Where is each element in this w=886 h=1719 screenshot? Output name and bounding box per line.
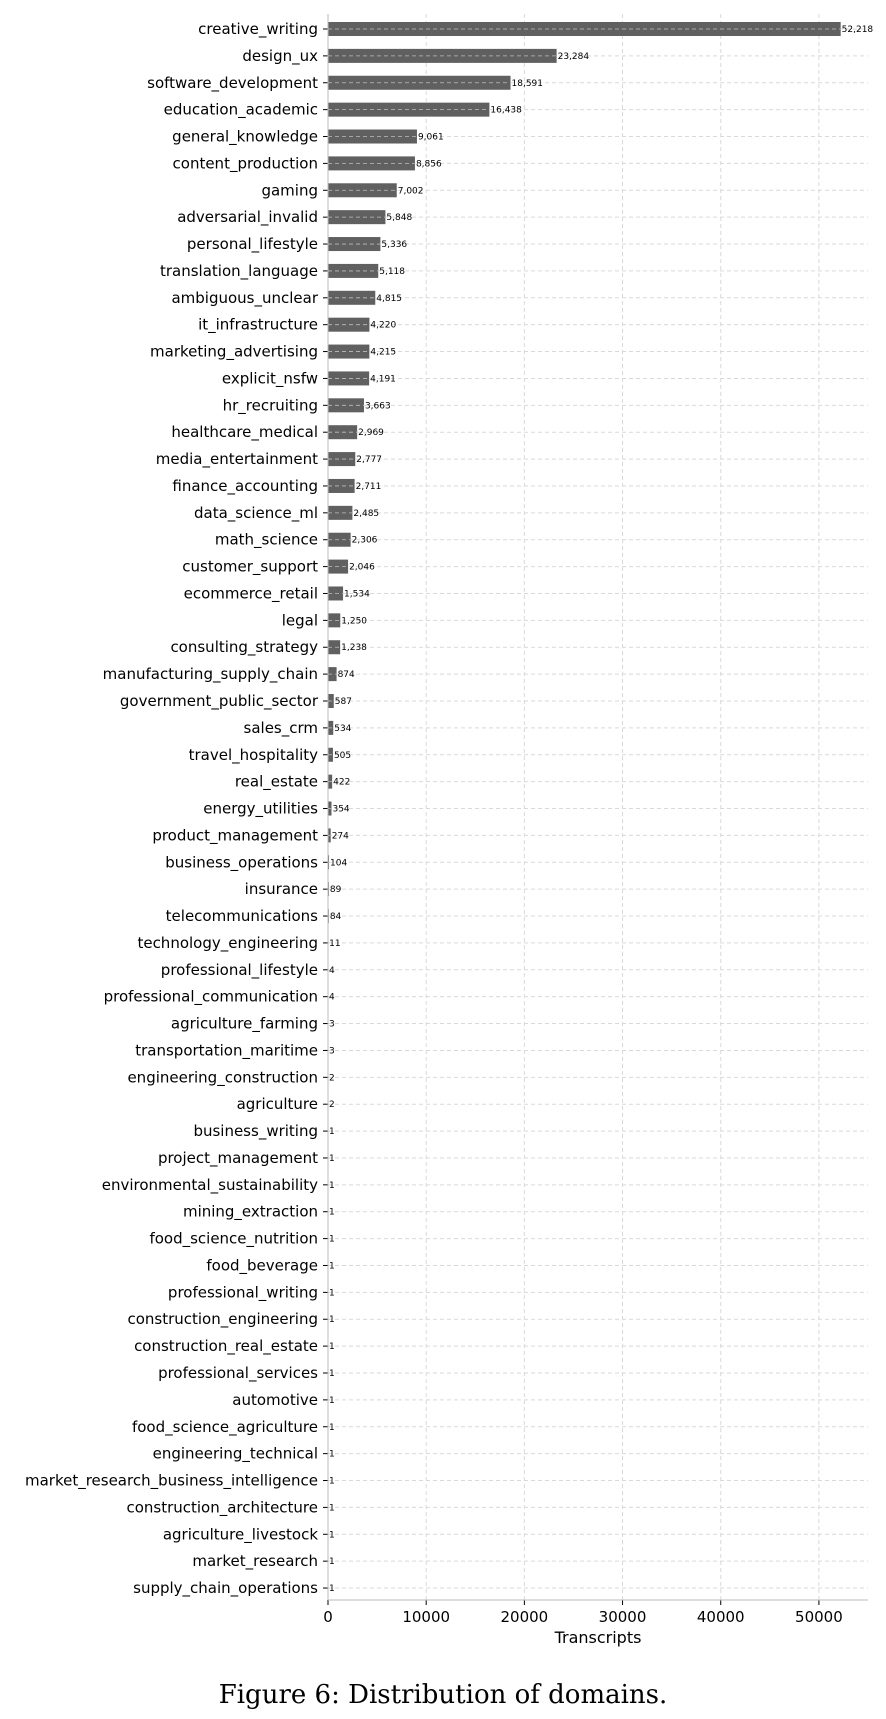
- value-label: 1: [329, 1557, 335, 1568]
- bar-explicit_nsfw: [328, 371, 369, 385]
- value-label: 2,485: [353, 508, 380, 519]
- category-label: construction_real_estate: [134, 1337, 318, 1356]
- value-label: 1: [329, 1476, 335, 1487]
- category-label: explicit_nsfw: [221, 369, 318, 388]
- category-label: personal_lifestyle: [186, 235, 318, 254]
- category-label: gaming: [261, 181, 318, 200]
- category-label: construction_engineering: [127, 1310, 318, 1329]
- category-label: ambiguous_unclear: [171, 288, 318, 307]
- category-label: project_management: [157, 1148, 318, 1167]
- category-label: government_public_sector: [119, 692, 318, 710]
- category-label: food_beverage: [206, 1256, 318, 1275]
- category-label: data_science_ml: [193, 503, 318, 522]
- value-label: 5,118: [379, 266, 406, 277]
- value-label: 8,856: [415, 159, 442, 170]
- value-label: 354: [332, 804, 350, 815]
- category-label: food_science_agriculture: [131, 1417, 318, 1436]
- category-label: food_science_nutrition: [149, 1229, 318, 1248]
- value-label: 534: [334, 723, 352, 734]
- value-label: 18,591: [511, 78, 544, 89]
- category-label: professional_lifestyle: [160, 960, 318, 979]
- value-label: 1: [329, 1127, 335, 1138]
- value-label: 52,218: [841, 25, 874, 35]
- category-label: market_research: [192, 1552, 318, 1571]
- category-label: education_academic: [163, 100, 318, 119]
- category-label: construction_architecture: [126, 1498, 318, 1517]
- category-label: agriculture_farming: [170, 1014, 318, 1033]
- x-tick-label: 50000: [795, 1608, 843, 1626]
- category-label: adversarial_invalid: [177, 208, 318, 227]
- value-label: 2,777: [356, 455, 383, 466]
- value-label: 4,220: [370, 320, 397, 331]
- category-label: real_estate: [234, 772, 318, 791]
- value-label: 2: [329, 1073, 335, 1084]
- category-label: math_science: [214, 530, 318, 549]
- value-label: 11: [329, 938, 341, 949]
- value-label: 89: [329, 885, 342, 896]
- category-label: transportation_maritime: [135, 1041, 318, 1060]
- category-label: sales_crm: [243, 718, 318, 737]
- value-label: 1: [329, 1503, 335, 1514]
- value-label: 2: [329, 1100, 335, 1111]
- category-label: environmental_sustainability: [101, 1175, 318, 1194]
- value-label: 1: [329, 1153, 335, 1164]
- value-label: 1: [329, 1530, 335, 1541]
- value-label: 1: [329, 1180, 335, 1191]
- value-label: 1: [329, 1422, 335, 1433]
- category-label: it_infrastructure: [198, 315, 318, 334]
- value-label: 1: [329, 1234, 335, 1245]
- x-tick-label: 30000: [598, 1608, 647, 1626]
- category-label: finance_accounting: [172, 476, 318, 495]
- value-label: 587: [334, 697, 352, 707]
- value-label: 1: [329, 1207, 335, 1218]
- category-label: energy_utilities: [203, 799, 318, 818]
- value-label: 3: [329, 1019, 335, 1030]
- category-label: business_operations: [165, 853, 318, 872]
- x-tick-label: 10000: [402, 1608, 451, 1626]
- value-label: 274: [331, 831, 349, 842]
- category-label: hr_recruiting: [222, 396, 318, 415]
- category-label: legal: [281, 611, 318, 630]
- value-label: 4,191: [370, 374, 396, 385]
- category-label: creative_writing: [198, 20, 318, 38]
- category-label: product_management: [152, 826, 318, 845]
- category-label: design_ux: [242, 46, 318, 65]
- value-label: 1: [329, 1261, 335, 1272]
- category-label: business_writing: [193, 1122, 318, 1141]
- x-tick-label: 20000: [500, 1608, 549, 1626]
- value-label: 104: [330, 858, 348, 869]
- x-axis-title: Transcripts: [554, 1628, 642, 1647]
- value-label: 1: [329, 1395, 335, 1406]
- category-label: media_entertainment: [155, 450, 318, 469]
- x-tick-label: 40000: [696, 1608, 745, 1626]
- value-label: 1: [329, 1584, 335, 1595]
- category-label: software_development: [147, 73, 318, 92]
- figure-caption: Figure 6: Distribution of domains.: [218, 1680, 668, 1710]
- category-label: agriculture: [236, 1095, 318, 1114]
- category-label: travel_hospitality: [188, 745, 318, 764]
- value-label: 422: [333, 777, 351, 788]
- category-label: engineering_technical: [152, 1444, 318, 1463]
- value-label: 3,663: [364, 401, 391, 412]
- category-label: supply_chain_operations: [133, 1579, 318, 1598]
- category-label: engineering_construction: [127, 1068, 318, 1087]
- category-label: professional_communication: [103, 987, 318, 1006]
- value-label: 5,336: [381, 240, 408, 251]
- value-label: 1: [329, 1369, 335, 1379]
- category-label: professional_writing: [167, 1283, 318, 1302]
- category-label: consulting_strategy: [170, 638, 318, 657]
- value-label: 16,438: [490, 105, 522, 116]
- value-label: 1,250: [341, 616, 368, 627]
- value-label: 2,969: [358, 428, 384, 439]
- value-label: 4: [329, 992, 335, 1003]
- category-label: manufacturing_supply_chain: [102, 665, 318, 684]
- category-label: healthcare_medical: [171, 423, 318, 442]
- value-label: 1: [329, 1288, 335, 1299]
- category-label: automotive: [232, 1390, 318, 1409]
- grid-layer: [328, 14, 868, 1600]
- category-label: ecommerce_retail: [183, 584, 318, 603]
- category-label: insurance: [244, 880, 318, 899]
- category-label: mining_extraction: [182, 1202, 318, 1221]
- axis-layer: [323, 14, 868, 1626]
- category-label: professional_services: [158, 1364, 318, 1382]
- value-label: 1: [329, 1315, 335, 1326]
- value-label: 2,046: [349, 562, 375, 573]
- category-label: market_research_business_intelligence: [24, 1471, 318, 1490]
- category-label: translation_language: [160, 261, 318, 280]
- x-tick-label: 0: [323, 1608, 333, 1626]
- value-label: 3: [329, 1046, 335, 1057]
- value-label: 2,306: [351, 535, 378, 546]
- category-label: technology_engineering: [137, 933, 318, 952]
- value-label: 2,711: [355, 481, 382, 492]
- category-label: content_production: [172, 154, 318, 173]
- value-label: 1,534: [344, 589, 370, 600]
- value-label: 4,815: [376, 293, 403, 304]
- value-label: 4,215: [370, 347, 397, 358]
- category-label: agriculture_livestock: [162, 1525, 318, 1544]
- value-label: 1: [329, 1449, 335, 1460]
- value-label: 874: [337, 670, 355, 681]
- value-label: 505: [333, 750, 352, 761]
- value-label: 84: [329, 912, 342, 923]
- value-label: 1,238: [341, 643, 367, 654]
- value-label: 4: [329, 965, 335, 976]
- value-label: 1: [329, 1342, 335, 1353]
- category-label: telecommunications: [165, 907, 318, 926]
- value-label: 23,284: [557, 51, 590, 62]
- category-label: customer_support: [182, 557, 318, 576]
- value-label: 9,061: [417, 132, 444, 143]
- category-label: general_knowledge: [172, 127, 318, 146]
- value-label: 7,002: [397, 186, 424, 197]
- category-label: marketing_advertising: [150, 342, 318, 361]
- value-label: 5,848: [386, 213, 413, 224]
